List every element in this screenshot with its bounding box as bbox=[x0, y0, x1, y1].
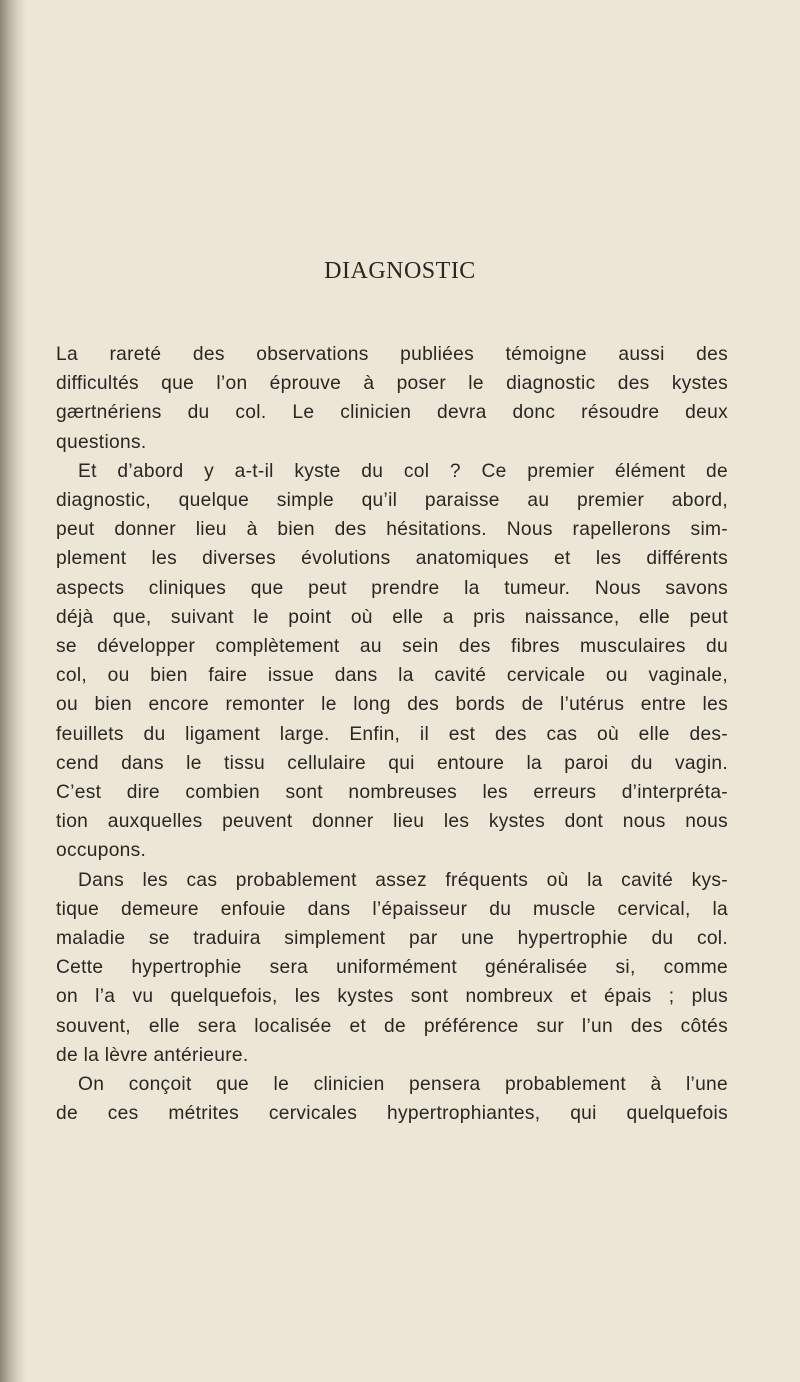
text-line: tion auxquelles peuvent donner lieu les kystes dont nous nous bbox=[56, 811, 728, 833]
text-line: ou bien encore remonter le long des bords de l’utérus entre les bbox=[56, 694, 728, 716]
text-line: Cette hypertrophie sera uniformément généralisée si, comme bbox=[56, 957, 728, 979]
text-line: souvent, elle sera localisée et de préférence sur l’un des côtés bbox=[56, 1015, 728, 1037]
text-line: déjà que, suivant le point où elle a pris naissance, elle peut bbox=[56, 606, 728, 628]
text-line: de la lèvre antérieure. bbox=[56, 1044, 249, 1066]
text-line: diagnostic, quelque simple qu’il paraisse au premier abord, bbox=[56, 490, 728, 512]
section-heading: DIAGNOSTIC bbox=[324, 258, 476, 284]
text-line: occupons. bbox=[56, 840, 147, 862]
text-line: aspects cliniques que peut prendre la tumeur. Nous savons bbox=[56, 577, 728, 599]
text-line: se développer complètement au sein des fibres musculaires du bbox=[56, 636, 728, 658]
text-line: plement les diverses évolutions anatomiques et les différents bbox=[56, 548, 728, 570]
text-line: La rareté des observations publiées témoigne aussi des bbox=[56, 344, 728, 365]
text-line: feuillets du ligament large. Enfin, il est des cas où elle des- bbox=[56, 723, 728, 745]
text-line: Et d’abord y a-t-il kyste du col ? Ce premier élément de bbox=[78, 460, 728, 482]
text-line: de ces métrites cervicales hypertrophiantes, qui quelquefois bbox=[56, 1103, 728, 1125]
text-line: peut donner lieu à bien des hésitations. Nous rapellerons sim- bbox=[56, 519, 728, 541]
body-text bbox=[56, 340, 728, 1128]
text-line: cend dans le tissu cellulaire qui entoure la paroi du vagin. bbox=[56, 752, 728, 774]
text-line: on l’a vu quelquefois, les kystes sont nombreux et épais ; plus bbox=[56, 986, 728, 1008]
text-line: col, ou bien faire issue dans la cavité cervicale ou vaginale, bbox=[56, 665, 728, 687]
text-line: On conçoit que le clinicien pensera probablement à l’une bbox=[78, 1074, 728, 1096]
text-line: gærtnériens du col. Le clinicien devra donc résoudre deux bbox=[56, 402, 728, 424]
text-line: tique demeure enfouie dans l’épaisseur du muscle cervical, la bbox=[56, 898, 728, 920]
text-line: questions. bbox=[56, 431, 147, 453]
text-line: difficultés que l’on éprouve à poser le diagnostic des kystes bbox=[56, 373, 728, 395]
text-line: maladie se traduira simplement par une hypertrophie du col. bbox=[56, 928, 728, 950]
text-line: C’est dire combien sont nombreuses les erreurs d’interpréta- bbox=[56, 782, 728, 804]
text-line: Dans les cas probablement assez fréquents où la cavité kys- bbox=[78, 869, 728, 891]
